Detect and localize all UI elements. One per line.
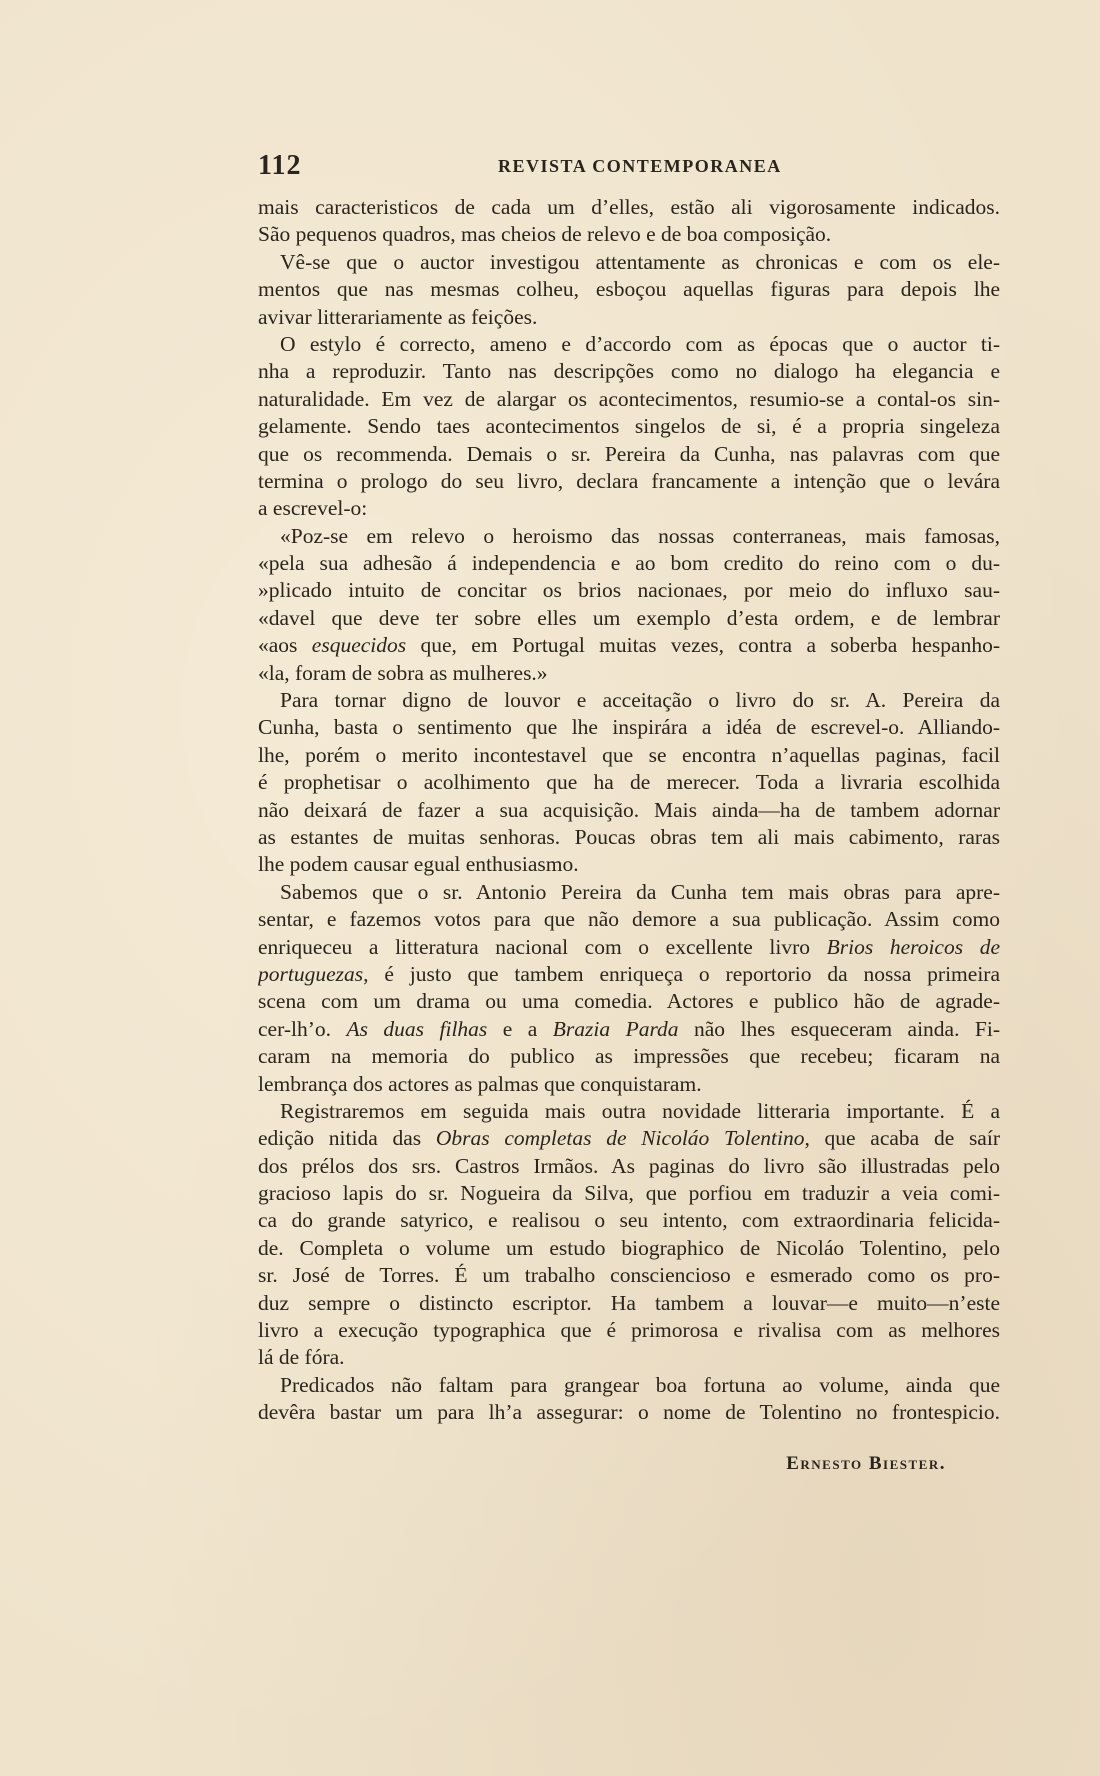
- article-body: [258, 194, 1000, 1427]
- text-line: Cunha, basta o sentimento que lhe inspirára a idéa de escrevel-o. Alliando-: [258, 715, 1000, 740]
- text-line: gelamente. Sendo taes acontecimentos singelos de si, é a propria singeleza: [258, 414, 1000, 439]
- text-line: lá de fóra.: [258, 1345, 345, 1370]
- page-number: 112: [258, 150, 302, 181]
- text-line: dos prélos dos srs. Castros Irmãos. As paginas do livro são illustradas pelo: [258, 1153, 1000, 1178]
- text-line: duz sempre o distincto escriptor. Ha tambem a louvar—e muito—n’este: [258, 1290, 1000, 1315]
- text-line: não deixará de fazer a sua acquisição. Mais ainda—ha de tambem adornar: [258, 797, 1000, 822]
- text-line: «la, foram de sobra as mulheres.»: [258, 660, 548, 685]
- text-line: de. Completa o volume um estudo biographico de Nicoláo Tolentino, pelo: [258, 1235, 1000, 1260]
- text-line: as estantes de muitas senhoras. Poucas obras tem ali mais cabimento, raras: [258, 824, 1000, 849]
- text-line: é prophetisar o acolhimento que ha de merecer. Toda a livraria escolhida: [258, 770, 1000, 795]
- text-line: avivar litterariamente as feições.: [258, 304, 538, 329]
- text-line: «aos esquecidos que, em Portugal muitas vezes, contra a soberba hespanho-: [258, 633, 1000, 658]
- text-line: a escrevel-o:: [258, 496, 368, 521]
- text-line: livro a execução typographica que é primorosa e rivalisa com as melhores: [258, 1318, 1000, 1343]
- text-line: lhe, porém o merito incontestavel que se encontra n’aquellas paginas, facil: [258, 742, 1000, 767]
- text-line: «Poz-se em relevo o heroismo das nossas conterraneas, mais famosas,: [280, 523, 1000, 548]
- text-line: O estylo é correcto, ameno e d’accordo com as épocas que o auctor ti-: [280, 331, 1000, 356]
- text-line: devêra bastar um para lh’a assegurar: o nome de Tolentino no frontespicio.: [258, 1400, 1000, 1425]
- text-line: Registraremos em seguida mais outra novidade litteraria importante. É a: [280, 1098, 1000, 1123]
- text-line: lembrança dos actores as palmas que conquistaram.: [258, 1071, 702, 1096]
- page-header: [258, 150, 1000, 184]
- text-line: scena com um drama ou uma comedia. Actores e publico hão de agrade-: [258, 989, 1000, 1014]
- text-line: sr. José de Torres. É um trabalho consciencioso e esmerado como os pro-: [258, 1263, 1000, 1288]
- text-line: gracioso lapis do sr. Nogueira da Silva, que porfiou em traduzir a veia comi-: [258, 1181, 1000, 1206]
- text-line: lhe podem causar egual enthusiasmo.: [258, 852, 579, 877]
- text-line: nha a reproduzir. Tanto nas descripções como no dialogo ha elegancia e: [258, 359, 1000, 384]
- text-line: portuguezas, é justo que tambem enriqueça o reportorio da nossa primeira: [258, 961, 1000, 986]
- text-line: cer-lh’o. As duas filhas e a Brazia Parda não lhes esqueceram ainda. Fi-: [258, 1016, 1000, 1041]
- text-line: termina o prologo do seu livro, declara francamente a intenção que o levára: [258, 468, 1000, 493]
- text-line: caram na memoria do publico as impressões que recebeu; ficaram na: [258, 1044, 1000, 1069]
- author-signature: Ernesto Biester.: [786, 1453, 946, 1474]
- text-line: Sabemos que o sr. Antonio Pereira da Cunha tem mais obras para apre-: [280, 879, 1000, 904]
- running-title: REVISTA CONTEMPORANEA: [498, 156, 782, 176]
- text-line: mentos que nas mesmas colheu, esboçou aquellas figuras para depois lhe: [258, 277, 1000, 302]
- text-line: enriqueceu a litteratura nacional com o excellente livro Brios heroicos de: [258, 934, 1000, 959]
- text-line: »plicado intuito de concitar os brios nacionaes, por meio do influxo sau-: [258, 578, 1000, 603]
- text-line: Vê-se que o auctor investigou attentamente as chronicas e com os ele-: [280, 249, 1000, 274]
- text-line: mais caracteristicos de cada um d’elles, estão ali vigorosamente indicados.: [258, 195, 1000, 219]
- text-line: ca do grande satyrico, e realisou o seu intento, com extraordinaria felicida-: [258, 1208, 1000, 1233]
- text-line: sentar, e fazemos votos para que não demore a sua publicação. Assim como: [258, 907, 1000, 932]
- text-line: Predicados não faltam para grangear boa fortuna ao volume, ainda que: [280, 1372, 1000, 1397]
- text-line: «pela sua adhesão á independencia e ao bom credito do reino com o du-: [258, 551, 1000, 576]
- text-line: que os recommenda. Demais o sr. Pereira da Cunha, nas palavras com que: [258, 441, 1000, 466]
- text-line: Para tornar digno de louvor e acceitação o livro do sr. A. Pereira da: [280, 688, 1000, 713]
- text-line: edição nitida das Obras completas de Nicoláo Tolentino, que acaba de saír: [258, 1126, 1000, 1151]
- text-line: São pequenos quadros, mas cheios de relevo e de boa composição.: [258, 222, 832, 247]
- text-line: naturalidade. Em vez de alargar os acontecimentos, resumio-se a contal-os sin-: [258, 386, 1000, 411]
- text-line: «davel que deve ter sobre elles um exemplo d’esta ordem, e de lembrar: [258, 605, 1000, 630]
